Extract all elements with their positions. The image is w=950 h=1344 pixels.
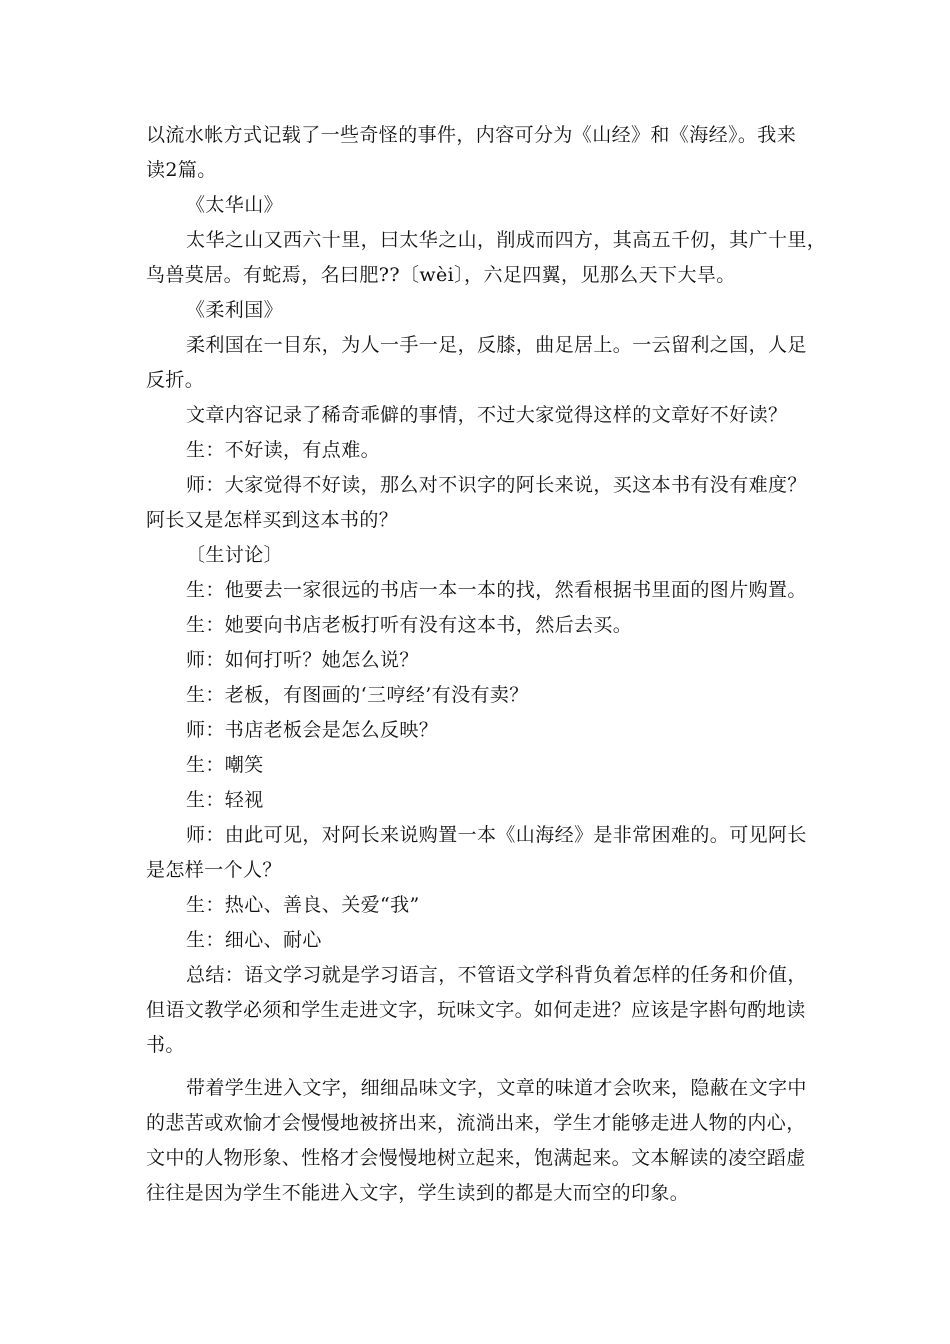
text-line: 生：轻视 — [186, 789, 264, 811]
text-line: 师：书店老板会是怎么反映？ — [186, 719, 439, 741]
text-line: 《太华山》 — [186, 194, 284, 216]
text-line: 书。 — [146, 1034, 185, 1056]
text-line: 〔生讨论〕 — [186, 544, 284, 566]
text-line: 文章内容记录了稀奇乖僻的事情，不过大家觉得这样的文章好不好读？ — [186, 404, 788, 426]
text-line: 生：嘲笑 — [186, 754, 264, 776]
text-line: 柔利国在一目东，为人一手一足，反膝，曲足居上。一云留利之国，人足 — [186, 334, 807, 356]
text-line: 生：他要去一家很远的书店一本一本的找，然看根据书里面的图片购置。 — [186, 579, 807, 601]
text-line: 是怎样一个人？ — [146, 859, 282, 881]
text-line: 文中的人物形象、性格才会慢慢地树立起来，饱满起来。文本解读的凌空蹈虚 — [146, 1147, 806, 1169]
text-line: 生：细心、耐心 — [186, 929, 322, 951]
text-line: 鸟兽莫居。有蛇焉，名曰肥??〔wèi〕，六足四翼，见那么天下大旱。 — [146, 264, 736, 286]
text-line: 以流水帐方式记载了一些奇怪的事件，内容可分为《山经》和《海经》。我来 — [146, 124, 797, 146]
text-line: 阿长又是怎样买到这本书的？ — [146, 509, 399, 531]
text-line: 师：大家觉得不好读，那么对不识字的阿长来说，买这本书有没有难度？ — [186, 474, 807, 496]
text-line: 生：老板，有图画的‘三哼经’有没有卖？ — [186, 684, 529, 706]
text-line: 生：热心、善良、关爱“我” — [186, 894, 420, 916]
text-line: 师：由此可见，对阿长来说购置一本《山海经》是非常困难的。可见阿长 — [186, 824, 807, 846]
text-line: 往往是因为学生不能进入文字，学生读到的都是大而空的印象。 — [146, 1182, 690, 1204]
text-line: 生：不好读，有点难。 — [186, 439, 381, 461]
document-page — [146, 118, 827, 1211]
text-line: 带着学生进入文字，细细品味文字，文章的味道才会吹来，隐蔽在文字中 — [186, 1077, 807, 1099]
text-line: 反折。 — [146, 369, 205, 391]
text-line: 生：她要向书店老板打听有没有这本书，然后去买。 — [186, 614, 633, 636]
text-line: 但语文教学必须和学生走进文字，玩味文字。如何走进？应该是字斟句酌地读 — [146, 999, 806, 1021]
text-line: 的悲苦或欢愉才会慢慢地被挤出来，流淌出来，学生才能够走进人物的内心， — [146, 1112, 806, 1134]
text-line: 太华之山又西六十里，曰太华之山，削成而四方，其高五千仞，其广十里， — [186, 229, 827, 251]
text-line: 读2篇。 — [146, 159, 217, 181]
text-line: 总结：语文学习就是学习语言，不管语文学科背负着怎样的任务和价值， — [186, 964, 807, 986]
text-line: 师：如何打听？她怎么说？ — [186, 649, 419, 671]
text-line: 《柔利国》 — [186, 299, 284, 321]
